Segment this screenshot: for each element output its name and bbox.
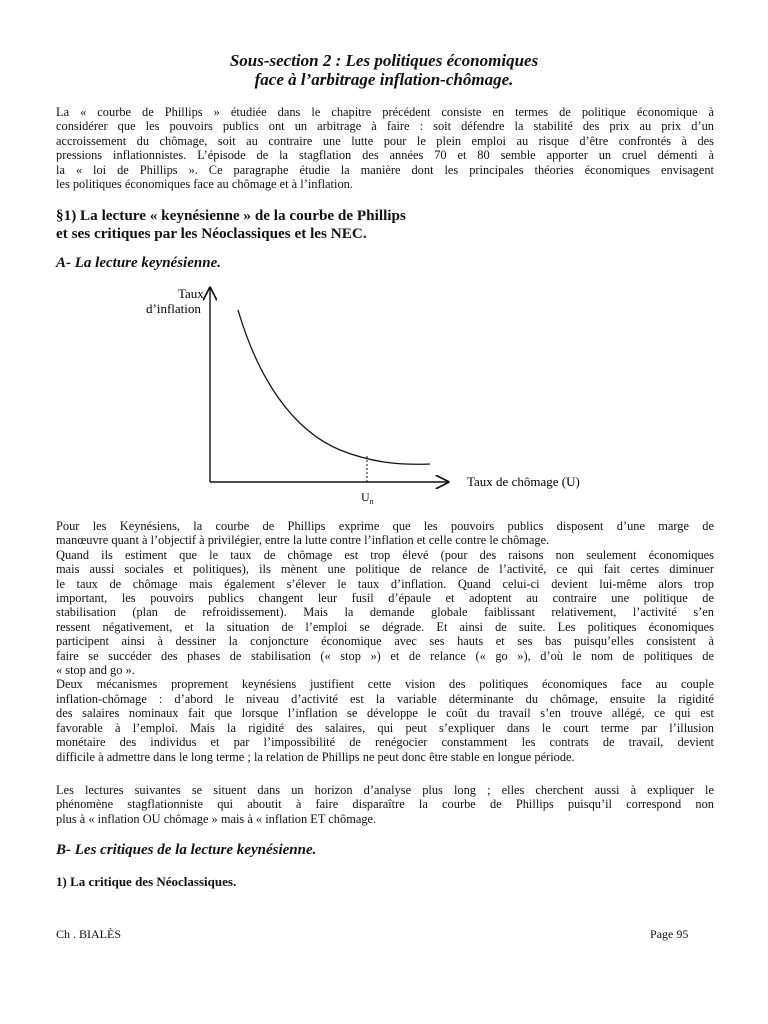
text-line: monétaire des individus et par l’impossibilité de renégocier constamment les contrats de travail, devient xyxy=(56,735,714,750)
text-line: ressent négativement, et la situation de l’emploi se dégrade. Et ainsi de suite. Les politiques économiques xyxy=(56,619,714,634)
text-line: les politiques économiques face au chômage et à l’inflation. xyxy=(56,177,353,192)
text-line: la « loi de Phillips ». Ce paragraphe étudie la manière dont les principales théories économiques envisagent xyxy=(56,162,714,177)
text-line: important, les pouvoirs publics changent leur fusil d’épaule et adoptent au contraire une politique de xyxy=(56,591,714,606)
section-heading-line-2: et ses critiques par les Néoclassiques et les NEC. xyxy=(56,225,367,242)
phillips-curve xyxy=(238,310,430,464)
text-line: accroissement du chômage, soit au contraire une lutte pour le plein emploi au risque d’être confrontés à des xyxy=(56,133,714,148)
stagflation-paragraph xyxy=(56,783,714,826)
text-line: le taux de chômage mais également s’élever le taux d’inflation. Quand celui-ci devient lui-même alors trop xyxy=(56,576,714,591)
keynesian-paragraph xyxy=(56,519,714,764)
text-line: pressions inflationnistes. L’épisode de la stagflation des années 70 et 80 semble apporter un cruel démenti à xyxy=(56,148,714,163)
section-heading-line-1: §1) La lecture « keynésienne » de la courbe de Phillips xyxy=(56,207,406,224)
footer-page-number: Page 95 xyxy=(650,927,689,941)
text-line: Les lectures suivantes se situent dans un horizon d’analyse plus long ; elles cherchent aussi à expliquer le xyxy=(56,783,714,797)
x-axis-label: Taux de chômage (U) xyxy=(467,474,580,489)
section-heading xyxy=(56,207,406,243)
y-axis-label-line-2: d’inflation xyxy=(146,301,201,316)
text-line: manœuvre quant à l’objectif à privilégier, entre la lutte contre l’inflation et celle contre le chômage. xyxy=(56,533,550,548)
text-line: inflation-chômage : d’abord le niveau d’activité est la variable déterminante du chômage, ensuite la rigidité xyxy=(56,691,714,706)
text-line: des salaires nominaux fait que lorsque l’inflation se développe le coût du travail s’en trouve allégé, ce qui est xyxy=(56,706,714,721)
subsection-a-heading: A- La lecture keynésienne. xyxy=(56,255,221,271)
intro-paragraph xyxy=(56,105,714,191)
text-line: Deux mécanismes proprement keynésiens justifient cette vision des politiques économiques face au couple xyxy=(56,677,714,692)
text-line: Pour les Keynésiens, la courbe de Phillips exprime que les pouvoirs publics disposent d’une marge de xyxy=(56,519,714,533)
text-line: favorable à l’emploi. Mais la rigidité des salaires, qui peut s’expliquer dans le court terme par l’illusion xyxy=(56,720,714,735)
section-title-line-1: Sous-section 2 : Les politiques économiques xyxy=(229,51,539,70)
text-line: mais aussi sociales et politiques), ils mènent une politique de relance de l’activité, ce qui fait certes diminuer xyxy=(56,562,714,577)
footer-author: Ch . BIALÈS xyxy=(56,927,122,941)
text-line: participent ainsi à dessiner la conjoncture économique avec ses hauts et ses bas puisqu’elles consistent à xyxy=(56,634,714,649)
text-line: stabilisation (plan de refroidissement). Mais la demande globale faiblissant relativement, l’activité s’en xyxy=(56,605,714,620)
text-line: faire se succéder des phases de stabilisation (« stop ») et de relance (« go »), d’où le nom de politiques de xyxy=(56,648,714,663)
text-line: « stop and go ». xyxy=(56,663,135,678)
natural-rate-label-subscript: n xyxy=(369,497,374,506)
subsection-b1-heading: 1) La critique des Néoclassiques. xyxy=(56,874,237,889)
section-title-line-2: face à l’arbitrage inflation-chômage. xyxy=(254,70,514,89)
subsection-b-heading: B- Les critiques de la lecture keynésienne. xyxy=(56,842,317,858)
text-line: La « courbe de Phillips » étudiée dans le chapitre précédent consiste en termes de politique économique à xyxy=(56,105,714,119)
text-line: difficile à admettre dans le long terme ; la relation de Phillips ne peut donc être stable en longue période. xyxy=(56,749,575,764)
text-line: Quand ils estiment que le taux de chômage est trop élevé (pour des raisons non seulement économiques xyxy=(56,547,714,562)
text-line: considérer que les pouvoirs publics ont un arbitrage à faire : soit défendre la stabilité des prix au prix d’un xyxy=(56,119,714,134)
y-axis-label-line-1: Taux xyxy=(178,286,204,301)
natural-rate-label xyxy=(361,490,374,506)
text-line: plus à « inflation OU chômage » mais à « inflation ET chômage. xyxy=(56,811,377,826)
phillips-curve-chart xyxy=(130,280,610,515)
text-line: phénomène stagflationniste qui aboutit à faire disparaître la courbe de Phillips puisqu’il correspond non xyxy=(56,797,714,812)
natural-rate-label-main: U xyxy=(361,490,370,504)
